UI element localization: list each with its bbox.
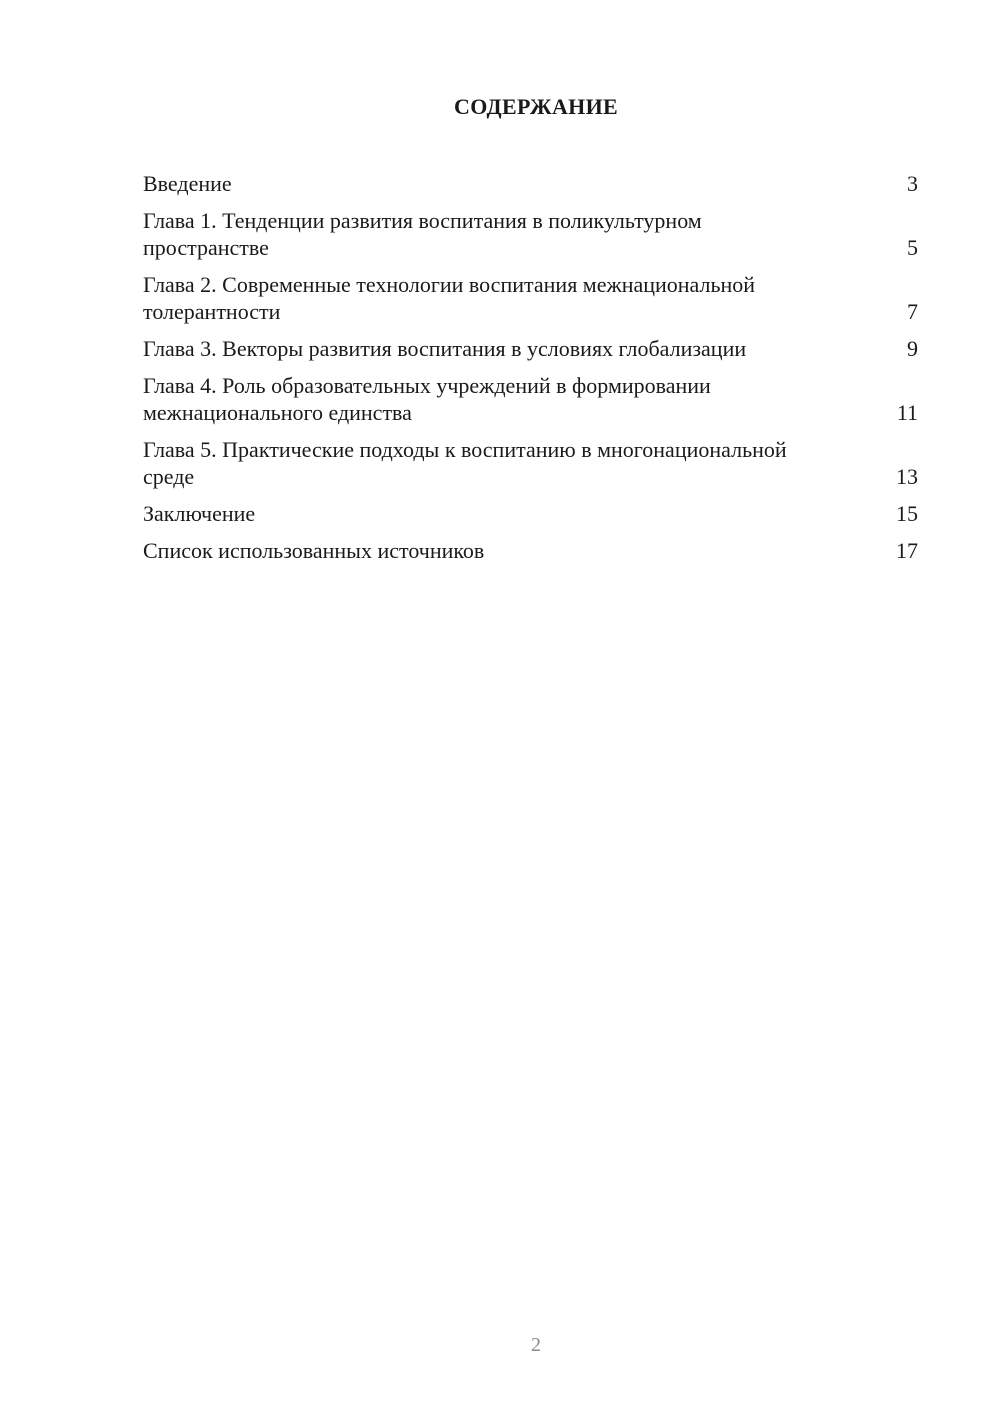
toc-entry-page: 5	[907, 235, 918, 260]
page-number: 2	[531, 1334, 541, 1356]
toc-entry-chapter-4	[143, 372, 918, 426]
toc-entry-page: 11	[896, 400, 918, 425]
toc-entry-chapter-1	[143, 207, 918, 261]
toc-entry-conclusion	[143, 500, 918, 527]
toc-entry-page: 7	[907, 299, 918, 324]
toc-entry-text: Глава 2. Современные технологии воспитания межнациональной толерантности	[143, 272, 756, 324]
toc-entry-chapter-3	[143, 335, 918, 362]
toc-entry-chapter-5	[143, 436, 918, 490]
toc-entry-page: 13	[896, 464, 918, 489]
toc-entry-page: 9	[907, 336, 918, 361]
toc-entry-introduction	[143, 170, 918, 197]
toc-entry-page: 15	[896, 501, 918, 526]
toc-entry-text: Список использованных источников	[143, 538, 485, 563]
toc-entry-chapter-2	[143, 271, 918, 325]
toc-entry-text: Глава 1. Тенденции развития воспитания в поликультурном пространстве	[143, 208, 702, 260]
toc-entry-text: Заключение	[143, 501, 256, 526]
toc-entry-text: Глава 4. Роль образовательных учреждений в формировании межнационального единства	[143, 373, 711, 425]
toc-entry-page: 17	[896, 538, 918, 563]
page-title: СОДЕРЖАНИЕ	[454, 94, 618, 119]
table-of-contents	[143, 170, 918, 574]
toc-entry-page: 3	[907, 171, 918, 196]
toc-entry-text: Глава 5. Практические подходы к воспитанию в многонациональной среде	[143, 437, 787, 489]
toc-entry-text: Введение	[143, 171, 232, 196]
toc-entry-references	[143, 537, 918, 564]
toc-entry-text: Глава 3. Векторы развития воспитания в условиях глобализации	[143, 336, 747, 361]
